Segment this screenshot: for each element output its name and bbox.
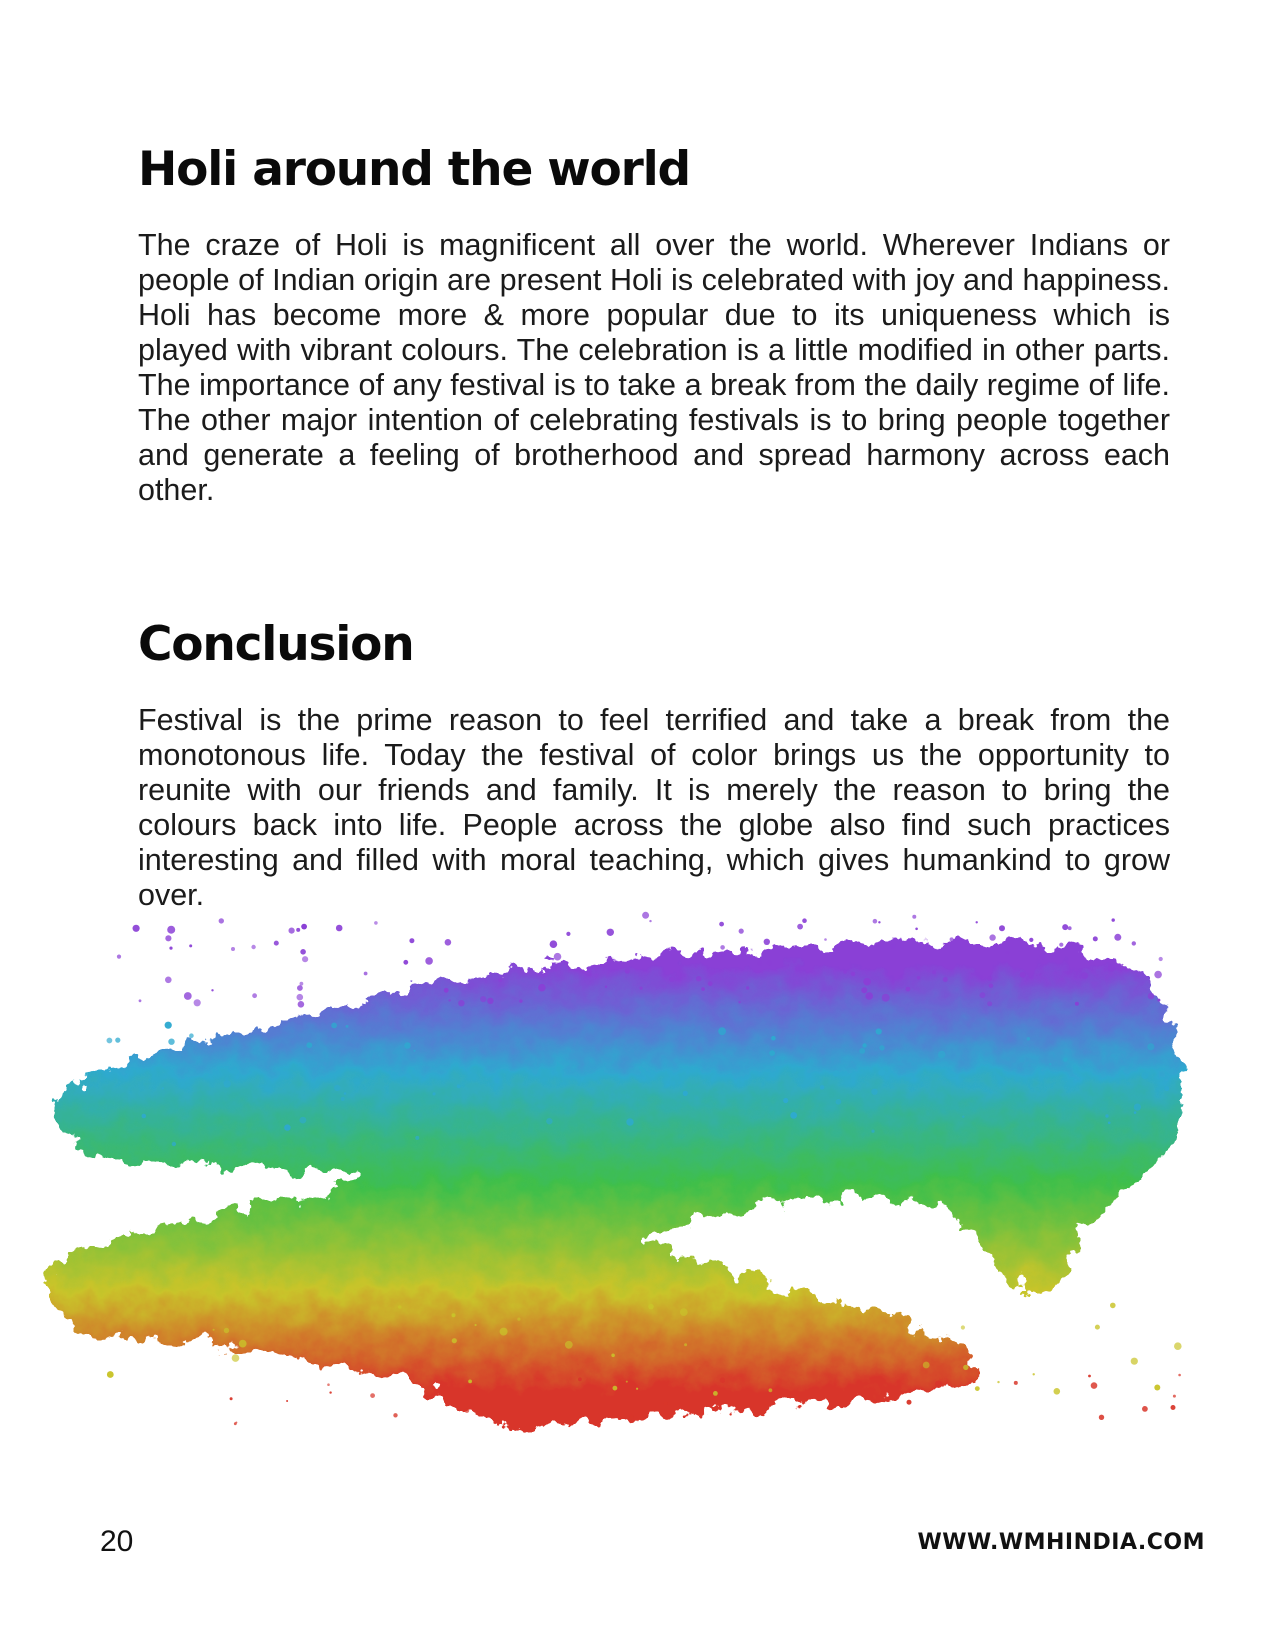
powder-speckle <box>962 1116 964 1118</box>
powder-speckle <box>500 1328 508 1336</box>
powder-speckle <box>923 1362 930 1369</box>
powder-speckle <box>878 921 880 923</box>
powder-speckle <box>963 1365 968 1370</box>
powder-speckle <box>607 929 614 936</box>
powder-speckle <box>649 920 651 922</box>
powder-speckle <box>1093 936 1098 941</box>
powder-speckle <box>915 928 918 931</box>
powder-speckle <box>626 1381 628 1383</box>
powder-speckle <box>876 1028 882 1034</box>
powder-speckle <box>211 989 213 991</box>
powder-speckle <box>1108 1122 1111 1125</box>
powder-speckle <box>976 921 978 923</box>
powder-speckle <box>458 1000 464 1006</box>
powder-speckle <box>286 1400 288 1402</box>
powder-speckle <box>989 934 995 940</box>
powder-speckle <box>648 1304 654 1310</box>
powder-speckle <box>683 1091 688 1096</box>
powder-speckle <box>1148 993 1155 1000</box>
powder-speckle <box>301 924 307 930</box>
powder-speckle <box>1099 1415 1104 1420</box>
powder-speckle <box>465 1408 470 1413</box>
powder-speckle <box>298 1001 305 1008</box>
powder-speckle <box>932 970 936 974</box>
powder-speckle <box>701 987 705 991</box>
powder-speckle <box>851 972 855 976</box>
powder-speckle <box>836 1099 842 1105</box>
powder-speckle <box>975 1386 980 1391</box>
powder-speckle <box>107 1371 114 1378</box>
powder-speckle <box>550 940 558 948</box>
powder-speckle <box>468 1380 472 1384</box>
powder-speckle <box>1131 1358 1138 1365</box>
powder-speckle <box>296 928 300 932</box>
powder-speckle <box>554 953 562 961</box>
powder-speckle <box>605 986 607 988</box>
powder-speckle <box>452 1338 457 1343</box>
powder-speckle <box>859 1048 865 1054</box>
powder-speckle <box>1142 1406 1148 1412</box>
powder-speckle <box>912 915 916 919</box>
powder-speckle <box>1154 971 1162 979</box>
powder-speckle <box>1157 999 1160 1002</box>
powder-speckle <box>626 1118 633 1125</box>
powder-speckle <box>640 987 643 990</box>
powder-speckle <box>696 976 701 981</box>
powder-speckle <box>1059 943 1063 947</box>
powder-speckle <box>398 1305 402 1309</box>
powder-speckle <box>1068 926 1072 930</box>
powder-speckle <box>1173 1395 1176 1398</box>
powder-speckle <box>988 976 993 981</box>
powder-speckle <box>1006 951 1010 955</box>
powder-speckle <box>413 1050 415 1052</box>
powder-speckle <box>578 1377 582 1381</box>
powder-speckle <box>172 1142 176 1146</box>
powder-speckle <box>629 1415 633 1419</box>
powder-speckle <box>1081 972 1088 979</box>
powder-speckle <box>843 970 847 974</box>
powder-speckle <box>1154 1385 1160 1391</box>
powder-speckle <box>178 1079 181 1082</box>
powder-speckle <box>480 996 486 1002</box>
powder-speckle <box>719 922 724 927</box>
powder-speckle <box>133 925 140 932</box>
powder-speckle <box>863 978 871 986</box>
powder-speckle <box>334 1085 340 1091</box>
powder-speckle <box>475 1324 477 1326</box>
section-body: Festival is the prime reason to feel terrified and take a break from the monotonous life. Today the festival of color brings us the opportunity to reunite with our friends and family. It is merely the reason to bring the colours back into life. People across the globe also find such practices interesting and filled with moral teaching, which gives humankind to grow over. <box>138 703 1170 912</box>
powder-speckle <box>862 1043 866 1047</box>
powder-speckle <box>165 977 172 984</box>
section-holi-around-the-world <box>138 140 1170 508</box>
powder-speckle <box>1033 1373 1035 1375</box>
powder-speckle <box>669 977 674 982</box>
powder-speckle <box>546 1118 552 1124</box>
powder-speckle <box>802 918 807 923</box>
powder-speckle <box>194 999 201 1006</box>
powder-speckle <box>950 937 954 941</box>
powder-speckle <box>300 949 306 955</box>
powder-speckle <box>769 1388 773 1392</box>
powder-speckle <box>739 929 744 934</box>
powder-speckle <box>300 1117 307 1124</box>
powder-speckle <box>1134 1104 1141 1111</box>
powder-speckle <box>935 1381 942 1388</box>
powder-speckle <box>452 1313 456 1317</box>
powder-speckle <box>487 998 493 1004</box>
powder-speckle <box>404 1042 411 1049</box>
powder-speckle <box>1112 918 1115 921</box>
powder-speckle <box>684 1343 687 1346</box>
powder-speckle <box>1105 1114 1108 1117</box>
powder-speckle <box>1147 1043 1154 1050</box>
powder-speckle <box>1095 1325 1100 1330</box>
powder-speckle <box>738 1001 740 1003</box>
powder-speckle <box>251 945 255 949</box>
powder-speckle <box>224 1080 231 1087</box>
powder-speckle <box>871 1130 874 1133</box>
powder-speckle <box>824 938 827 941</box>
powder-speckle <box>300 982 304 986</box>
powder-speckle <box>1110 1303 1116 1309</box>
powder-speckle <box>625 968 630 973</box>
powder-speckle <box>219 918 224 923</box>
powder-speckle <box>917 976 921 980</box>
powder-speckle <box>252 993 257 998</box>
powder-speckle <box>189 1033 194 1038</box>
powder-speckle <box>874 942 879 947</box>
powder-speckle <box>906 987 911 992</box>
powder-speckle <box>865 992 873 1000</box>
powder-speckle <box>234 1422 237 1425</box>
rainbow-powder-image <box>40 905 1240 1465</box>
powder-speckle <box>873 919 878 924</box>
powder-speckle <box>142 1114 147 1119</box>
powder-speckle <box>306 1042 312 1048</box>
powder-speckle <box>370 1393 375 1398</box>
powder-speckle <box>771 1036 776 1041</box>
powder-speckle <box>364 972 368 976</box>
powder-speckle <box>861 987 867 993</box>
powder-speckle <box>708 981 713 986</box>
powder-speckle <box>302 956 308 962</box>
powder-speckle <box>117 955 121 959</box>
powder-speckle <box>184 992 192 1000</box>
powder-speckle <box>1091 1382 1098 1389</box>
powder-speckle <box>169 947 172 950</box>
powder-speckle <box>232 1354 240 1362</box>
section-heading: Conclusion <box>138 617 414 672</box>
powder-speckle <box>374 921 378 925</box>
powder-speckle <box>980 992 986 998</box>
powder-speckle <box>344 1092 347 1095</box>
powder-speckle <box>425 957 433 965</box>
powder-speckle <box>999 925 1005 931</box>
powder-speckle <box>1063 1058 1067 1062</box>
powder-speckle <box>1174 1342 1182 1350</box>
powder-speckle <box>891 944 897 950</box>
powder-speckle <box>1171 1405 1176 1410</box>
powder-speckle <box>1088 1375 1091 1378</box>
powder-speckle <box>1020 972 1026 978</box>
powder-speckle <box>989 984 993 988</box>
powder-speckle <box>415 1136 419 1140</box>
powder-speckle <box>938 1051 946 1059</box>
powder-speckle <box>642 912 649 919</box>
powder-speckle <box>274 941 279 946</box>
section-conclusion <box>138 615 1170 913</box>
powder-speckle <box>1054 1388 1061 1395</box>
powder-speckle <box>432 1092 435 1095</box>
powder-speckle <box>943 977 948 982</box>
powder-speckle <box>1029 938 1033 942</box>
powder-speckle <box>289 928 295 934</box>
powder-speckle <box>721 952 726 957</box>
powder-speckle <box>162 1087 164 1089</box>
powder-speckle <box>871 1089 877 1095</box>
powder-speckle <box>444 988 449 993</box>
powder-speckle <box>820 1085 825 1090</box>
powder-speckle <box>1062 924 1068 930</box>
powder-speckle <box>297 985 303 991</box>
powder-speckle <box>284 1124 290 1130</box>
powder-speckle <box>769 1050 775 1056</box>
powder-speckle <box>1178 1374 1181 1377</box>
powder-speckle <box>797 924 803 930</box>
powder-speckle <box>341 1097 345 1101</box>
powder-speckle <box>165 1022 172 1029</box>
website-url: WWW.WMHINDIA.COM <box>917 1530 1205 1555</box>
powder-speckle <box>664 1402 668 1406</box>
powder-speckle <box>336 925 343 932</box>
powder-speckle <box>1141 1072 1148 1079</box>
powder-speckle <box>1049 1063 1051 1065</box>
powder-speckle <box>331 1023 337 1029</box>
powder-speckle <box>329 1391 331 1393</box>
powder-speckle <box>878 1069 885 1076</box>
powder-speckle <box>1114 934 1121 941</box>
powder-speckle <box>517 1318 520 1321</box>
powder-speckle <box>239 1340 247 1348</box>
powder-speckle <box>790 1112 797 1119</box>
powder-speckle <box>224 1328 229 1333</box>
powder-speckle <box>168 1039 174 1045</box>
powder-speckle <box>230 1397 233 1400</box>
powder-speckle <box>766 960 772 966</box>
powder-speckle <box>393 1413 397 1417</box>
powder-speckle <box>519 999 522 1002</box>
powder-speckle <box>189 944 192 947</box>
powder-speckle <box>167 926 175 934</box>
powder-speckle <box>1134 1111 1137 1114</box>
powder-speckle <box>445 939 452 946</box>
powder-speckle <box>448 999 450 1001</box>
powder-speckle <box>757 961 762 966</box>
powder-speckle <box>833 1070 839 1076</box>
powder-speckle <box>409 938 414 943</box>
powder-speckle <box>213 1329 215 1331</box>
powder-speckle <box>764 939 770 945</box>
powder-speckle <box>882 994 890 1002</box>
powder-speckle <box>720 1377 726 1383</box>
powder-speckle <box>1027 1037 1031 1041</box>
page-number: 20 <box>100 1525 134 1558</box>
powder-speckle <box>746 986 749 989</box>
powder-speckle <box>565 1341 573 1349</box>
powder-speckle <box>713 1391 718 1396</box>
powder-speckle <box>107 1038 113 1044</box>
powder-speckle <box>907 1400 912 1405</box>
powder-speckle <box>498 978 502 982</box>
powder-speckle <box>997 1381 999 1383</box>
powder-speckle <box>231 947 235 951</box>
powder-speckle <box>636 1388 638 1390</box>
powder-speckle <box>1164 1086 1169 1091</box>
powder-speckle <box>987 1001 992 1006</box>
powder-speckle <box>1014 1381 1018 1385</box>
powder-speckle <box>165 935 171 941</box>
powder-speckle <box>327 1383 330 1386</box>
powder-speckle <box>1132 941 1136 945</box>
powder-speckle <box>879 1045 884 1050</box>
powder-speckle <box>718 1027 726 1035</box>
powder-speckle <box>611 1354 615 1358</box>
powder-speckle <box>566 932 570 936</box>
powder-speckle <box>403 960 408 965</box>
powder-speckle <box>720 945 725 950</box>
powder-speckle <box>900 975 903 978</box>
powder-speckle <box>980 975 984 979</box>
powder-speckle <box>783 1098 788 1103</box>
section-body: The craze of Holi is magnificent all over the world. Wherever Indians or people of Indian origin are present Holi is celebrated with joy and happiness. Holi has become more & more popular due to its uniqueness which is played with vibrant colours. The celebration is a little modified in other parts. The importance of any festival is to take a break from the daily regime of life. The other major intention of celebrating festivals is to bring people together and generate a feeling of brotherhood and spread harmony across each other. <box>138 228 1170 507</box>
section-heading: Holi around the world <box>138 142 690 197</box>
powder-speckle <box>139 999 142 1002</box>
powder-speckle <box>680 1308 688 1316</box>
powder-speckle <box>613 1386 618 1391</box>
powder-speckle <box>1159 957 1163 961</box>
powder-speckle <box>538 984 546 992</box>
powder-speckle <box>1108 964 1115 971</box>
powder-speckle <box>346 1025 349 1028</box>
powder-speckle <box>961 1325 965 1329</box>
powder-speckle <box>115 1038 120 1043</box>
powder-speckle <box>1039 953 1045 959</box>
powder-speckle <box>1075 1002 1079 1006</box>
powder-speckle <box>297 994 304 1001</box>
powder-speckle <box>457 1084 461 1088</box>
